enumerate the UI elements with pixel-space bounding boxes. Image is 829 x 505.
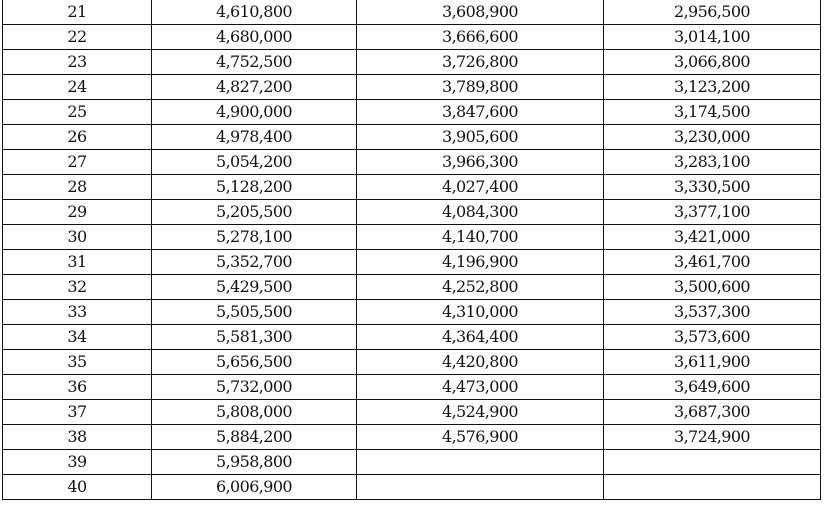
amount-col2-cell: 4,576,900 bbox=[357, 425, 604, 450]
amount-col1-cell: 5,352,700 bbox=[152, 250, 357, 275]
amount-col2-cell: 4,364,400 bbox=[357, 325, 604, 350]
grade-cell: 34 bbox=[3, 325, 152, 350]
table-row bbox=[3, 125, 821, 150]
amount-col3-cell: 3,724,900 bbox=[604, 425, 821, 450]
amount-col1-cell: 5,884,200 bbox=[152, 425, 357, 450]
amount-col2-cell: 3,966,300 bbox=[357, 150, 604, 175]
amount-col1-cell: 5,505,500 bbox=[152, 300, 357, 325]
amount-col3-cell: 3,123,200 bbox=[604, 75, 821, 100]
amount-col1-cell: 4,752,500 bbox=[152, 50, 357, 75]
amount-col3-cell: 3,014,100 bbox=[604, 25, 821, 50]
amount-col1-cell: 4,978,400 bbox=[152, 125, 357, 150]
amount-col2-cell: 3,726,800 bbox=[357, 50, 604, 75]
amount-col1-cell: 5,278,100 bbox=[152, 225, 357, 250]
amount-col2-cell bbox=[357, 450, 604, 475]
amount-col3-cell: 3,377,100 bbox=[604, 200, 821, 225]
amount-col3-cell: 3,174,500 bbox=[604, 100, 821, 125]
amount-col3-cell: 3,537,300 bbox=[604, 300, 821, 325]
amount-col2-cell: 4,524,900 bbox=[357, 400, 604, 425]
grade-cell: 27 bbox=[3, 150, 152, 175]
amount-col1-cell: 5,205,500 bbox=[152, 200, 357, 225]
table-row bbox=[3, 300, 821, 325]
grade-cell: 25 bbox=[3, 100, 152, 125]
grade-cell: 24 bbox=[3, 75, 152, 100]
amount-col1-cell: 5,429,500 bbox=[152, 275, 357, 300]
grade-cell: 29 bbox=[3, 200, 152, 225]
table-row bbox=[3, 0, 821, 25]
amount-col3-cell: 3,573,600 bbox=[604, 325, 821, 350]
pay-table-sheet bbox=[2, 0, 820, 500]
amount-col3-cell: 3,066,800 bbox=[604, 50, 821, 75]
grade-cell: 35 bbox=[3, 350, 152, 375]
table-row bbox=[3, 175, 821, 200]
amount-col3-cell bbox=[604, 475, 821, 500]
amount-col1-cell: 5,054,200 bbox=[152, 150, 357, 175]
table-row bbox=[3, 150, 821, 175]
table-row bbox=[3, 475, 821, 500]
amount-col2-cell: 3,847,600 bbox=[357, 100, 604, 125]
amount-col1-cell: 5,128,200 bbox=[152, 175, 357, 200]
table-row bbox=[3, 250, 821, 275]
table-row bbox=[3, 275, 821, 300]
amount-col2-cell: 4,196,900 bbox=[357, 250, 604, 275]
table-row bbox=[3, 425, 821, 450]
grade-cell: 38 bbox=[3, 425, 152, 450]
amount-col3-cell: 3,330,500 bbox=[604, 175, 821, 200]
amount-col1-cell: 5,958,800 bbox=[152, 450, 357, 475]
amount-col2-cell: 4,310,000 bbox=[357, 300, 604, 325]
amount-col3-cell: 2,956,500 bbox=[604, 0, 821, 25]
table-row bbox=[3, 25, 821, 50]
grade-cell: 23 bbox=[3, 50, 152, 75]
table-row bbox=[3, 50, 821, 75]
amount-col3-cell: 3,611,900 bbox=[604, 350, 821, 375]
table-row bbox=[3, 450, 821, 475]
amount-col2-cell bbox=[357, 475, 604, 500]
grade-cell: 21 bbox=[3, 0, 152, 25]
amount-col2-cell: 3,905,600 bbox=[357, 125, 604, 150]
pay-table bbox=[2, 0, 821, 500]
amount-col1-cell: 4,827,200 bbox=[152, 75, 357, 100]
amount-col3-cell: 3,649,600 bbox=[604, 375, 821, 400]
grade-cell: 31 bbox=[3, 250, 152, 275]
amount-col3-cell bbox=[604, 450, 821, 475]
amount-col2-cell: 3,608,900 bbox=[357, 0, 604, 25]
amount-col1-cell: 5,808,000 bbox=[152, 400, 357, 425]
amount-col2-cell: 4,084,300 bbox=[357, 200, 604, 225]
amount-col3-cell: 3,283,100 bbox=[604, 150, 821, 175]
amount-col2-cell: 4,027,400 bbox=[357, 175, 604, 200]
pay-table-body bbox=[3, 0, 821, 500]
table-row bbox=[3, 400, 821, 425]
amount-col1-cell: 5,656,500 bbox=[152, 350, 357, 375]
grade-cell: 36 bbox=[3, 375, 152, 400]
amount-col2-cell: 3,666,600 bbox=[357, 25, 604, 50]
table-row bbox=[3, 350, 821, 375]
amount-col3-cell: 3,461,700 bbox=[604, 250, 821, 275]
grade-cell: 37 bbox=[3, 400, 152, 425]
table-row bbox=[3, 100, 821, 125]
amount-col1-cell: 4,680,000 bbox=[152, 25, 357, 50]
table-row bbox=[3, 200, 821, 225]
table-row bbox=[3, 75, 821, 100]
grade-cell: 28 bbox=[3, 175, 152, 200]
grade-cell: 33 bbox=[3, 300, 152, 325]
table-row bbox=[3, 325, 821, 350]
amount-col1-cell: 5,732,000 bbox=[152, 375, 357, 400]
amount-col3-cell: 3,500,600 bbox=[604, 275, 821, 300]
grade-cell: 22 bbox=[3, 25, 152, 50]
amount-col2-cell: 4,420,800 bbox=[357, 350, 604, 375]
table-row bbox=[3, 375, 821, 400]
grade-cell: 30 bbox=[3, 225, 152, 250]
grade-cell: 39 bbox=[3, 450, 152, 475]
amount-col1-cell: 4,610,800 bbox=[152, 0, 357, 25]
amount-col3-cell: 3,230,000 bbox=[604, 125, 821, 150]
amount-col3-cell: 3,421,000 bbox=[604, 225, 821, 250]
amount-col2-cell: 4,252,800 bbox=[357, 275, 604, 300]
amount-col1-cell: 5,581,300 bbox=[152, 325, 357, 350]
amount-col1-cell: 4,900,000 bbox=[152, 100, 357, 125]
grade-cell: 40 bbox=[3, 475, 152, 500]
amount-col1-cell: 6,006,900 bbox=[152, 475, 357, 500]
amount-col2-cell: 4,473,000 bbox=[357, 375, 604, 400]
table-row bbox=[3, 225, 821, 250]
amount-col2-cell: 3,789,800 bbox=[357, 75, 604, 100]
amount-col3-cell: 3,687,300 bbox=[604, 400, 821, 425]
grade-cell: 32 bbox=[3, 275, 152, 300]
grade-cell: 26 bbox=[3, 125, 152, 150]
amount-col2-cell: 4,140,700 bbox=[357, 225, 604, 250]
